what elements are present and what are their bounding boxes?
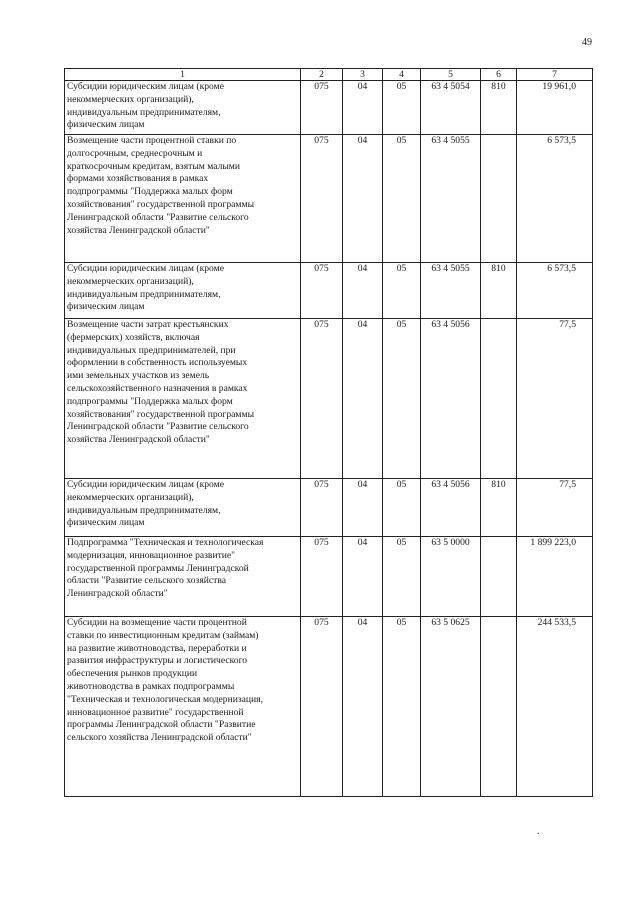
- row-name-line: формами хозяйствования в рамках: [67, 173, 209, 185]
- amount-cell: 6 573,5: [517, 263, 593, 319]
- table-row: [65, 617, 593, 797]
- subsection-cell: 05: [383, 479, 421, 537]
- row-name-line: оформлении в собственность используемых: [67, 357, 248, 369]
- row-name-line: физическим лицам: [67, 119, 145, 131]
- row-name-line: хозяйствования" государственной программы: [67, 198, 255, 210]
- admin-code-cell: 075: [301, 263, 343, 319]
- expense-type-cell: 810: [481, 81, 517, 135]
- section-cell: 04: [343, 263, 383, 319]
- row-name-line: ставки по инвестиционным кредитам (займам): [67, 629, 259, 641]
- target-article-cell: 63 4 5056: [421, 479, 481, 537]
- row-name-line: сельского хозяйства Ленинградской области": [67, 732, 252, 744]
- row-name-line: Возмещение части затрат крестьянских: [67, 319, 229, 330]
- row-name-line: развития инфраструктуры и логистического: [67, 655, 248, 667]
- row-name-line: подпрограммы "Поддержка малых форм: [67, 186, 233, 198]
- row-name-line: долгосрочным, среднесрочным и: [67, 147, 203, 159]
- admin-code-cell: 075: [301, 479, 343, 537]
- section-cell: 04: [343, 319, 383, 479]
- target-article-cell: 63 4 5056: [421, 319, 481, 479]
- row-name-line: подпрограммы "Поддержка малых форм: [67, 395, 233, 407]
- expense-type-cell: 810: [481, 263, 517, 319]
- target-article-cell: 63 4 5054: [421, 81, 481, 135]
- row-name-cell: [65, 479, 301, 537]
- row-name-line: животноводства в рамках подпрограммы: [67, 680, 235, 692]
- row-name-line: краткосрочным кредитам, взятым малыми: [67, 160, 241, 172]
- row-name-line: обеспечения рынков продукции: [67, 668, 198, 680]
- row-name-line: индивидуальным предпринимателям,: [67, 288, 221, 300]
- header-cell-5: 5: [421, 69, 481, 81]
- row-name-line: Подпрограмма "Техническая и технологическая: [67, 537, 264, 548]
- row-name-cell: [65, 537, 301, 617]
- admin-code-cell: 075: [301, 537, 343, 617]
- section-cell: 04: [343, 537, 383, 617]
- row-name-line: сельскохозяйственного назначения в рамках: [67, 382, 248, 394]
- row-name-line: "Техническая и технологическая модернизация,: [67, 693, 263, 705]
- table-row: [65, 135, 593, 263]
- row-name-line: программы Ленинградской области "Развитие: [67, 719, 256, 731]
- row-name-line: индивидуальных предпринимателей, при: [67, 344, 236, 356]
- row-name-line: на развитие животноводства, переработки и: [67, 642, 247, 654]
- row-name-cell: [65, 135, 301, 263]
- table-row: [65, 81, 593, 135]
- row-name-cell: [65, 263, 301, 319]
- row-name-line: Ленинградской области": [67, 588, 168, 600]
- subsection-cell: 05: [383, 81, 421, 135]
- subsection-cell: 05: [383, 537, 421, 617]
- row-name-line: Субсидии на возмещение части процентной: [67, 617, 247, 628]
- section-cell: 04: [343, 479, 383, 537]
- header-row: [65, 69, 593, 81]
- row-name-line: физическим лицам: [67, 301, 145, 313]
- row-name-line: Субсидии юридическим лицам (кроме: [67, 81, 224, 92]
- amount-cell: 244 533,5: [517, 617, 593, 797]
- amount-cell: 77,5: [517, 319, 593, 479]
- section-cell: 04: [343, 81, 383, 135]
- row-name-line: Ленинградской области "Развитие сельского: [67, 211, 249, 223]
- amount-cell: 1 899 223,0: [517, 537, 593, 617]
- row-name-line: Ленинградской области "Развитие сельского: [67, 421, 249, 433]
- header-cell-2: 2: [301, 69, 343, 81]
- table-row: [65, 319, 593, 479]
- subsection-cell: 05: [383, 319, 421, 479]
- row-name-cell: [65, 319, 301, 479]
- subsection-cell: 05: [383, 263, 421, 319]
- admin-code-cell: 075: [301, 135, 343, 263]
- expense-type-cell: [481, 617, 517, 797]
- row-name-line: физическим лицам: [67, 517, 145, 529]
- row-name-line: индивидуальным предпринимателям,: [67, 106, 221, 118]
- subsection-cell: 05: [383, 617, 421, 797]
- expense-type-cell: [481, 319, 517, 479]
- row-name-line: хозяйства Ленинградской области": [67, 434, 210, 446]
- admin-code-cell: 075: [301, 319, 343, 479]
- page-number: 49: [582, 37, 592, 48]
- footer-mark: .: [537, 826, 540, 837]
- subsection-cell: 05: [383, 135, 421, 263]
- row-name-line: модернизация, инновационное развитие": [67, 549, 236, 561]
- row-name-line: области "Развитие сельского хозяйства: [67, 575, 227, 587]
- admin-code-cell: 075: [301, 617, 343, 797]
- target-article-cell: 63 5 0625: [421, 617, 481, 797]
- header-cell-3: 3: [343, 69, 383, 81]
- row-name-cell: [65, 617, 301, 797]
- row-name-line: (фермерских) хозяйств, включая: [67, 331, 200, 343]
- table-row: [65, 537, 593, 617]
- expense-type-cell: [481, 135, 517, 263]
- row-name-line: индивидуальным предпринимателям,: [67, 504, 221, 516]
- row-name-line: государственной программы Ленинградской: [67, 562, 249, 574]
- table-row: [65, 263, 593, 319]
- target-article-cell: 63 4 5055: [421, 135, 481, 263]
- amount-cell: 19 961,0: [517, 81, 593, 135]
- header-cell-4: 4: [383, 69, 421, 81]
- amount-cell: 6 573,5: [517, 135, 593, 263]
- row-name-line: некоммерческих организаций),: [67, 93, 194, 105]
- row-name-line: ими земельных участков из земель: [67, 370, 210, 382]
- header-cell-1: 1: [65, 69, 301, 81]
- row-name-line: Возмещение части процентной ставки по: [67, 135, 237, 146]
- budget-table: [64, 68, 593, 797]
- row-name-line: хозяйствования" государственной программы: [67, 408, 255, 420]
- expense-type-cell: 810: [481, 479, 517, 537]
- target-article-cell: 63 5 0000: [421, 537, 481, 617]
- row-name-line: некоммерческих организаций),: [67, 491, 194, 503]
- row-name-line: некоммерческих организаций),: [67, 275, 194, 287]
- amount-cell: 77,5: [517, 479, 593, 537]
- target-article-cell: 63 4 5055: [421, 263, 481, 319]
- row-name-line: Субсидии юридическим лицам (кроме: [67, 479, 224, 490]
- admin-code-cell: 075: [301, 81, 343, 135]
- expense-type-cell: [481, 537, 517, 617]
- row-name-line: инновационное развитие" государственной: [67, 706, 244, 718]
- section-cell: 04: [343, 617, 383, 797]
- section-cell: 04: [343, 135, 383, 263]
- row-name-cell: [65, 81, 301, 135]
- row-name-line: Субсидии юридическим лицам (кроме: [67, 263, 224, 274]
- table-row: [65, 479, 593, 537]
- header-cell-7: 7: [517, 69, 593, 81]
- row-name-line: хозяйства Ленинградской области": [67, 224, 210, 236]
- header-cell-6: 6: [481, 69, 517, 81]
